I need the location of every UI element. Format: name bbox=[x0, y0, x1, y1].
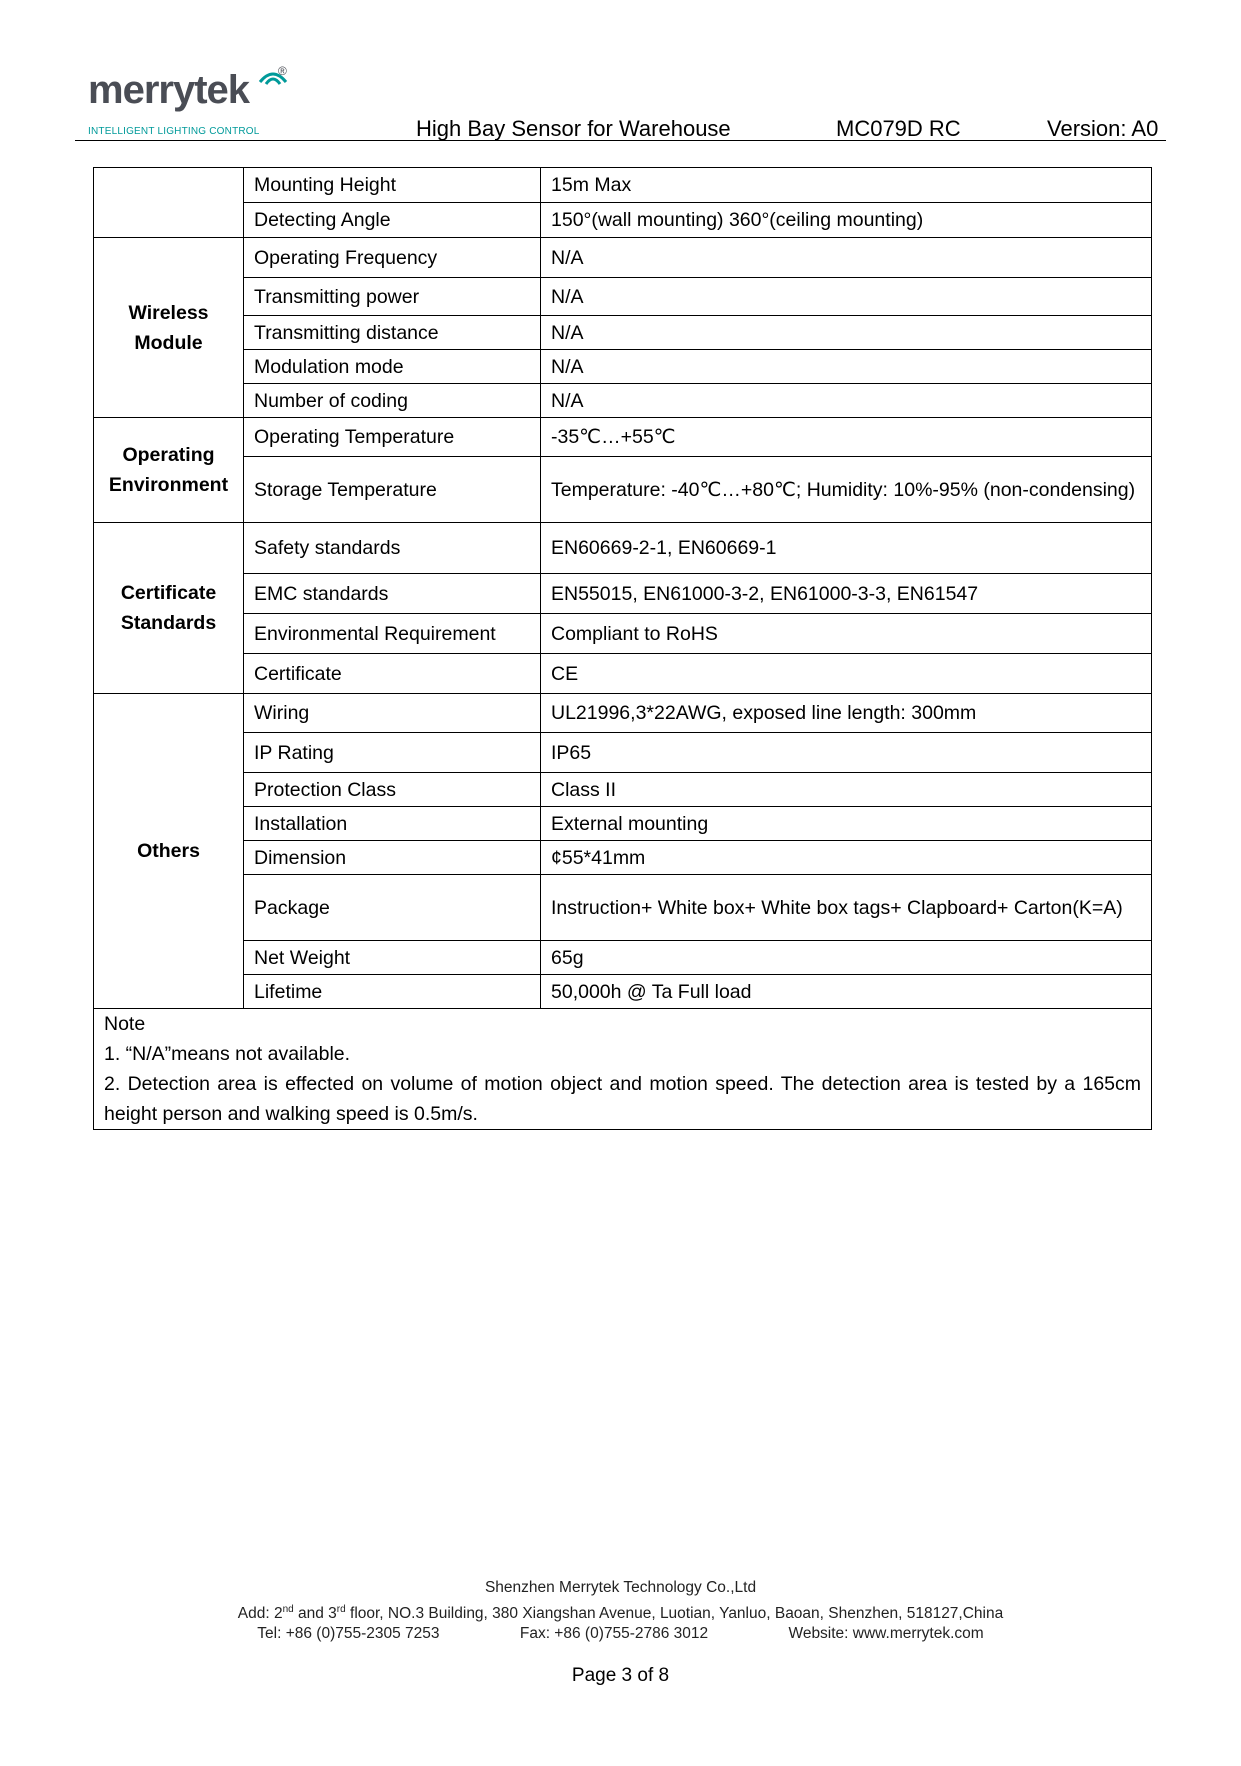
param-label: Operating Frequency bbox=[244, 238, 541, 278]
param-value: CE bbox=[541, 654, 1152, 694]
table-row bbox=[94, 278, 1152, 316]
param-label: Operating Temperature bbox=[244, 418, 541, 457]
spec-table bbox=[93, 167, 1152, 1130]
param-value: IP65 bbox=[541, 733, 1152, 773]
table-row bbox=[94, 418, 1152, 457]
param-value: N/A bbox=[541, 384, 1152, 418]
param-label: Certificate bbox=[244, 654, 541, 694]
param-value: 150°(wall mounting) 360°(ceiling mounting) bbox=[541, 203, 1152, 238]
footer-tel: Tel: +86 (0)755-2305 7253 bbox=[257, 1625, 440, 1642]
table-row bbox=[94, 203, 1152, 238]
param-label: Storage Temperature bbox=[244, 457, 541, 523]
logo-wordmark: merrytek bbox=[88, 68, 250, 112]
table-row bbox=[94, 168, 1152, 203]
table-row bbox=[94, 975, 1152, 1009]
param-value: Compliant to RoHS bbox=[541, 614, 1152, 654]
param-value: UL21996,3*22AWG, exposed line length: 300mm bbox=[541, 694, 1152, 733]
table-row bbox=[94, 807, 1152, 841]
group-label bbox=[94, 238, 244, 418]
notes-cell bbox=[94, 1009, 1152, 1130]
group-label bbox=[94, 168, 244, 238]
document-title: High Bay Sensor for Warehouse bbox=[416, 116, 731, 141]
param-label: Transmitting power bbox=[244, 278, 541, 316]
document-version: Version: A0 bbox=[1047, 116, 1159, 141]
param-value bbox=[541, 457, 1152, 523]
group-label-line: Wireless bbox=[128, 301, 209, 324]
param-label: Environmental Requirement bbox=[244, 614, 541, 654]
table-row bbox=[94, 384, 1152, 418]
footer-fax: Fax: +86 (0)755-2786 3012 bbox=[519, 1625, 709, 1642]
table-row bbox=[94, 841, 1152, 875]
param-label: Number of coding bbox=[244, 384, 541, 418]
param-label: Wiring bbox=[244, 694, 541, 733]
model-number: MC079D RC bbox=[836, 116, 961, 141]
param-value: Class II bbox=[541, 773, 1152, 807]
group-label bbox=[94, 418, 244, 523]
value-text: Instruction+ White box+ White box tags+ Clapboard+ Carton(K=A) bbox=[551, 896, 1123, 919]
page-number: Page 3 of 8 bbox=[571, 1665, 670, 1686]
table-row bbox=[94, 316, 1152, 350]
param-label: Installation bbox=[244, 807, 541, 841]
group-label-line: Environment bbox=[108, 474, 229, 496]
table-row bbox=[94, 875, 1152, 941]
param-value bbox=[541, 875, 1152, 941]
group-label bbox=[94, 523, 244, 694]
param-label: Safety standards bbox=[244, 523, 541, 574]
param-value: EN55015, EN61000-3-2, EN61000-3-3, EN61547 bbox=[541, 574, 1152, 614]
merrytek-logo bbox=[88, 66, 298, 142]
param-value: 50,000h @ Ta Full load bbox=[541, 975, 1152, 1009]
param-label: Package bbox=[244, 875, 541, 941]
param-value: 65g bbox=[541, 941, 1152, 975]
note-item: 2. Detection area is effected on volume of motion object and motion speed. The detection area is tested by a 165cm height person and walking speed is 0.5m/s. bbox=[104, 1073, 1141, 1125]
param-label: Dimension bbox=[244, 841, 541, 875]
param-value: ¢55*41mm bbox=[541, 841, 1152, 875]
param-label: EMC standards bbox=[244, 574, 541, 614]
group-label-line: Standards bbox=[120, 612, 217, 634]
logo-tagline: INTELLIGENT LIGHTING CONTROL bbox=[88, 126, 260, 137]
notes-title: Note bbox=[104, 1013, 146, 1035]
table-row bbox=[94, 238, 1152, 278]
param-value: N/A bbox=[541, 238, 1152, 278]
footer-contact bbox=[0, 1625, 1241, 1643]
param-value: EN60669-2-1, EN60669-1 bbox=[541, 523, 1152, 574]
param-value: N/A bbox=[541, 350, 1152, 384]
param-value: External mounting bbox=[541, 807, 1152, 841]
param-value: 15m Max bbox=[541, 168, 1152, 203]
table-row bbox=[94, 614, 1152, 654]
group-label-line: Certificate bbox=[120, 582, 217, 604]
param-label: IP Rating bbox=[244, 733, 541, 773]
value-text: Temperature: -40℃…+80℃; Humidity: 10%-95% (non-condensing) bbox=[551, 478, 1136, 501]
group-label-line: Others bbox=[137, 840, 200, 862]
param-label: Mounting Height bbox=[244, 168, 541, 203]
footer-address: Add: 2nd and 3rd floor, NO.3 Building, 380 Xiangshan Avenue, Luotian, Yanluo, Baoan, Shenzhen, 518127,China bbox=[237, 1604, 1004, 1623]
registered-mark: ® bbox=[278, 64, 287, 78]
param-value: N/A bbox=[541, 316, 1152, 350]
param-label: Lifetime bbox=[244, 975, 541, 1009]
footer-company: Shenzhen Merrytek Technology Co.,Ltd bbox=[484, 1579, 757, 1596]
param-label: Modulation mode bbox=[244, 350, 541, 384]
table-row bbox=[94, 350, 1152, 384]
header-divider bbox=[75, 140, 1166, 141]
table-row bbox=[94, 574, 1152, 614]
param-label: Net Weight bbox=[244, 941, 541, 975]
param-label: Detecting Angle bbox=[244, 203, 541, 238]
table-row bbox=[94, 941, 1152, 975]
param-value: N/A bbox=[541, 278, 1152, 316]
table-row bbox=[94, 457, 1152, 523]
group-label bbox=[94, 694, 244, 1009]
table-row bbox=[94, 773, 1152, 807]
param-label: Transmitting distance bbox=[244, 316, 541, 350]
group-label-line: Operating bbox=[122, 444, 215, 466]
param-value: -35℃…+55℃ bbox=[541, 418, 1152, 457]
table-row bbox=[94, 733, 1152, 773]
param-label: Protection Class bbox=[244, 773, 541, 807]
note-item: 1. “N/A”means not available. bbox=[104, 1043, 351, 1065]
group-label-line: Module bbox=[134, 331, 203, 354]
table-row bbox=[94, 523, 1152, 574]
footer-website: Website: www.merrytek.com bbox=[788, 1625, 984, 1642]
table-row bbox=[94, 654, 1152, 694]
notes-row bbox=[94, 1009, 1152, 1130]
table-row bbox=[94, 694, 1152, 733]
